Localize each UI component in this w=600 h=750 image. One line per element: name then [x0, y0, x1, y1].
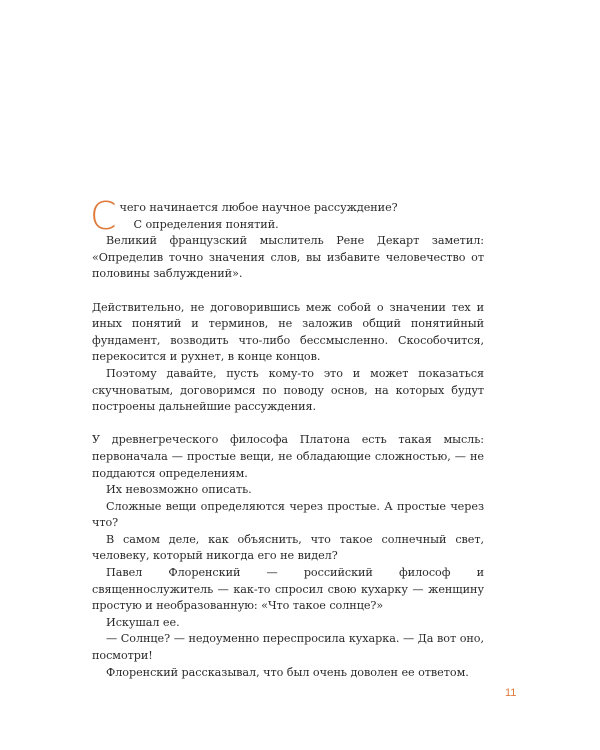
paragraph: Великий французский мыслитель Рене Декарт заметил: «Определив точно значения слов, вы избавите человечество от половины заблуждений». [92, 234, 484, 281]
paragraph: Флоренский рассказывал, что был очень доволен ее ответом. [106, 665, 469, 679]
page-number: 11 [505, 687, 517, 699]
paragraph: Действительно, не договорившись меж собой о значении тех и иных понятий и терминов, не заложив общий понятийный фундамент, возводить что-либо бессмысленно. Скособочится, перекосится и рухнет, в конце концов. [92, 300, 484, 364]
paragraph: Искушал ее. [106, 615, 180, 629]
paragraph: Павел Флоренский — российский философ и священнослужитель — как-то спросил свою кухарку — женщину простую и необразованную: «Что такое солнце?» [92, 566, 484, 613]
paragraph: С определения понятий. [133, 217, 279, 231]
paragraph: Поэтому давайте, пусть кому-то это и может показаться скучноватым, договоримся по поводу основ, на которых будут построены дальнейшие рассуждения. [92, 366, 484, 414]
drop-cap: С [90, 194, 117, 238]
opening-line-text: чего начинается любое научное рассуждение? [119, 201, 398, 214]
paragraph: Их невозможно описать. [106, 483, 252, 497]
paragraph: В самом деле, как объяснить, что такое солнечный свет, человеку, который никогда его не видел? [92, 532, 484, 563]
paragraph: — Солнце? — недоуменно переспросила кухарка. — Да вот оно, посмотри! [92, 632, 484, 663]
paragraph-gap [92, 416, 484, 433]
paragraph: У древнегреческого философа Платона есть такая мысль: первоначала — простые вещи, не обладающие сложностью, — не поддаются определениям. [92, 433, 484, 480]
chapter-text [90, 194, 484, 681]
paragraph: Сложные вещи определяются через простые. А простые через что? [92, 499, 484, 530]
paragraph-gap [92, 283, 484, 300]
